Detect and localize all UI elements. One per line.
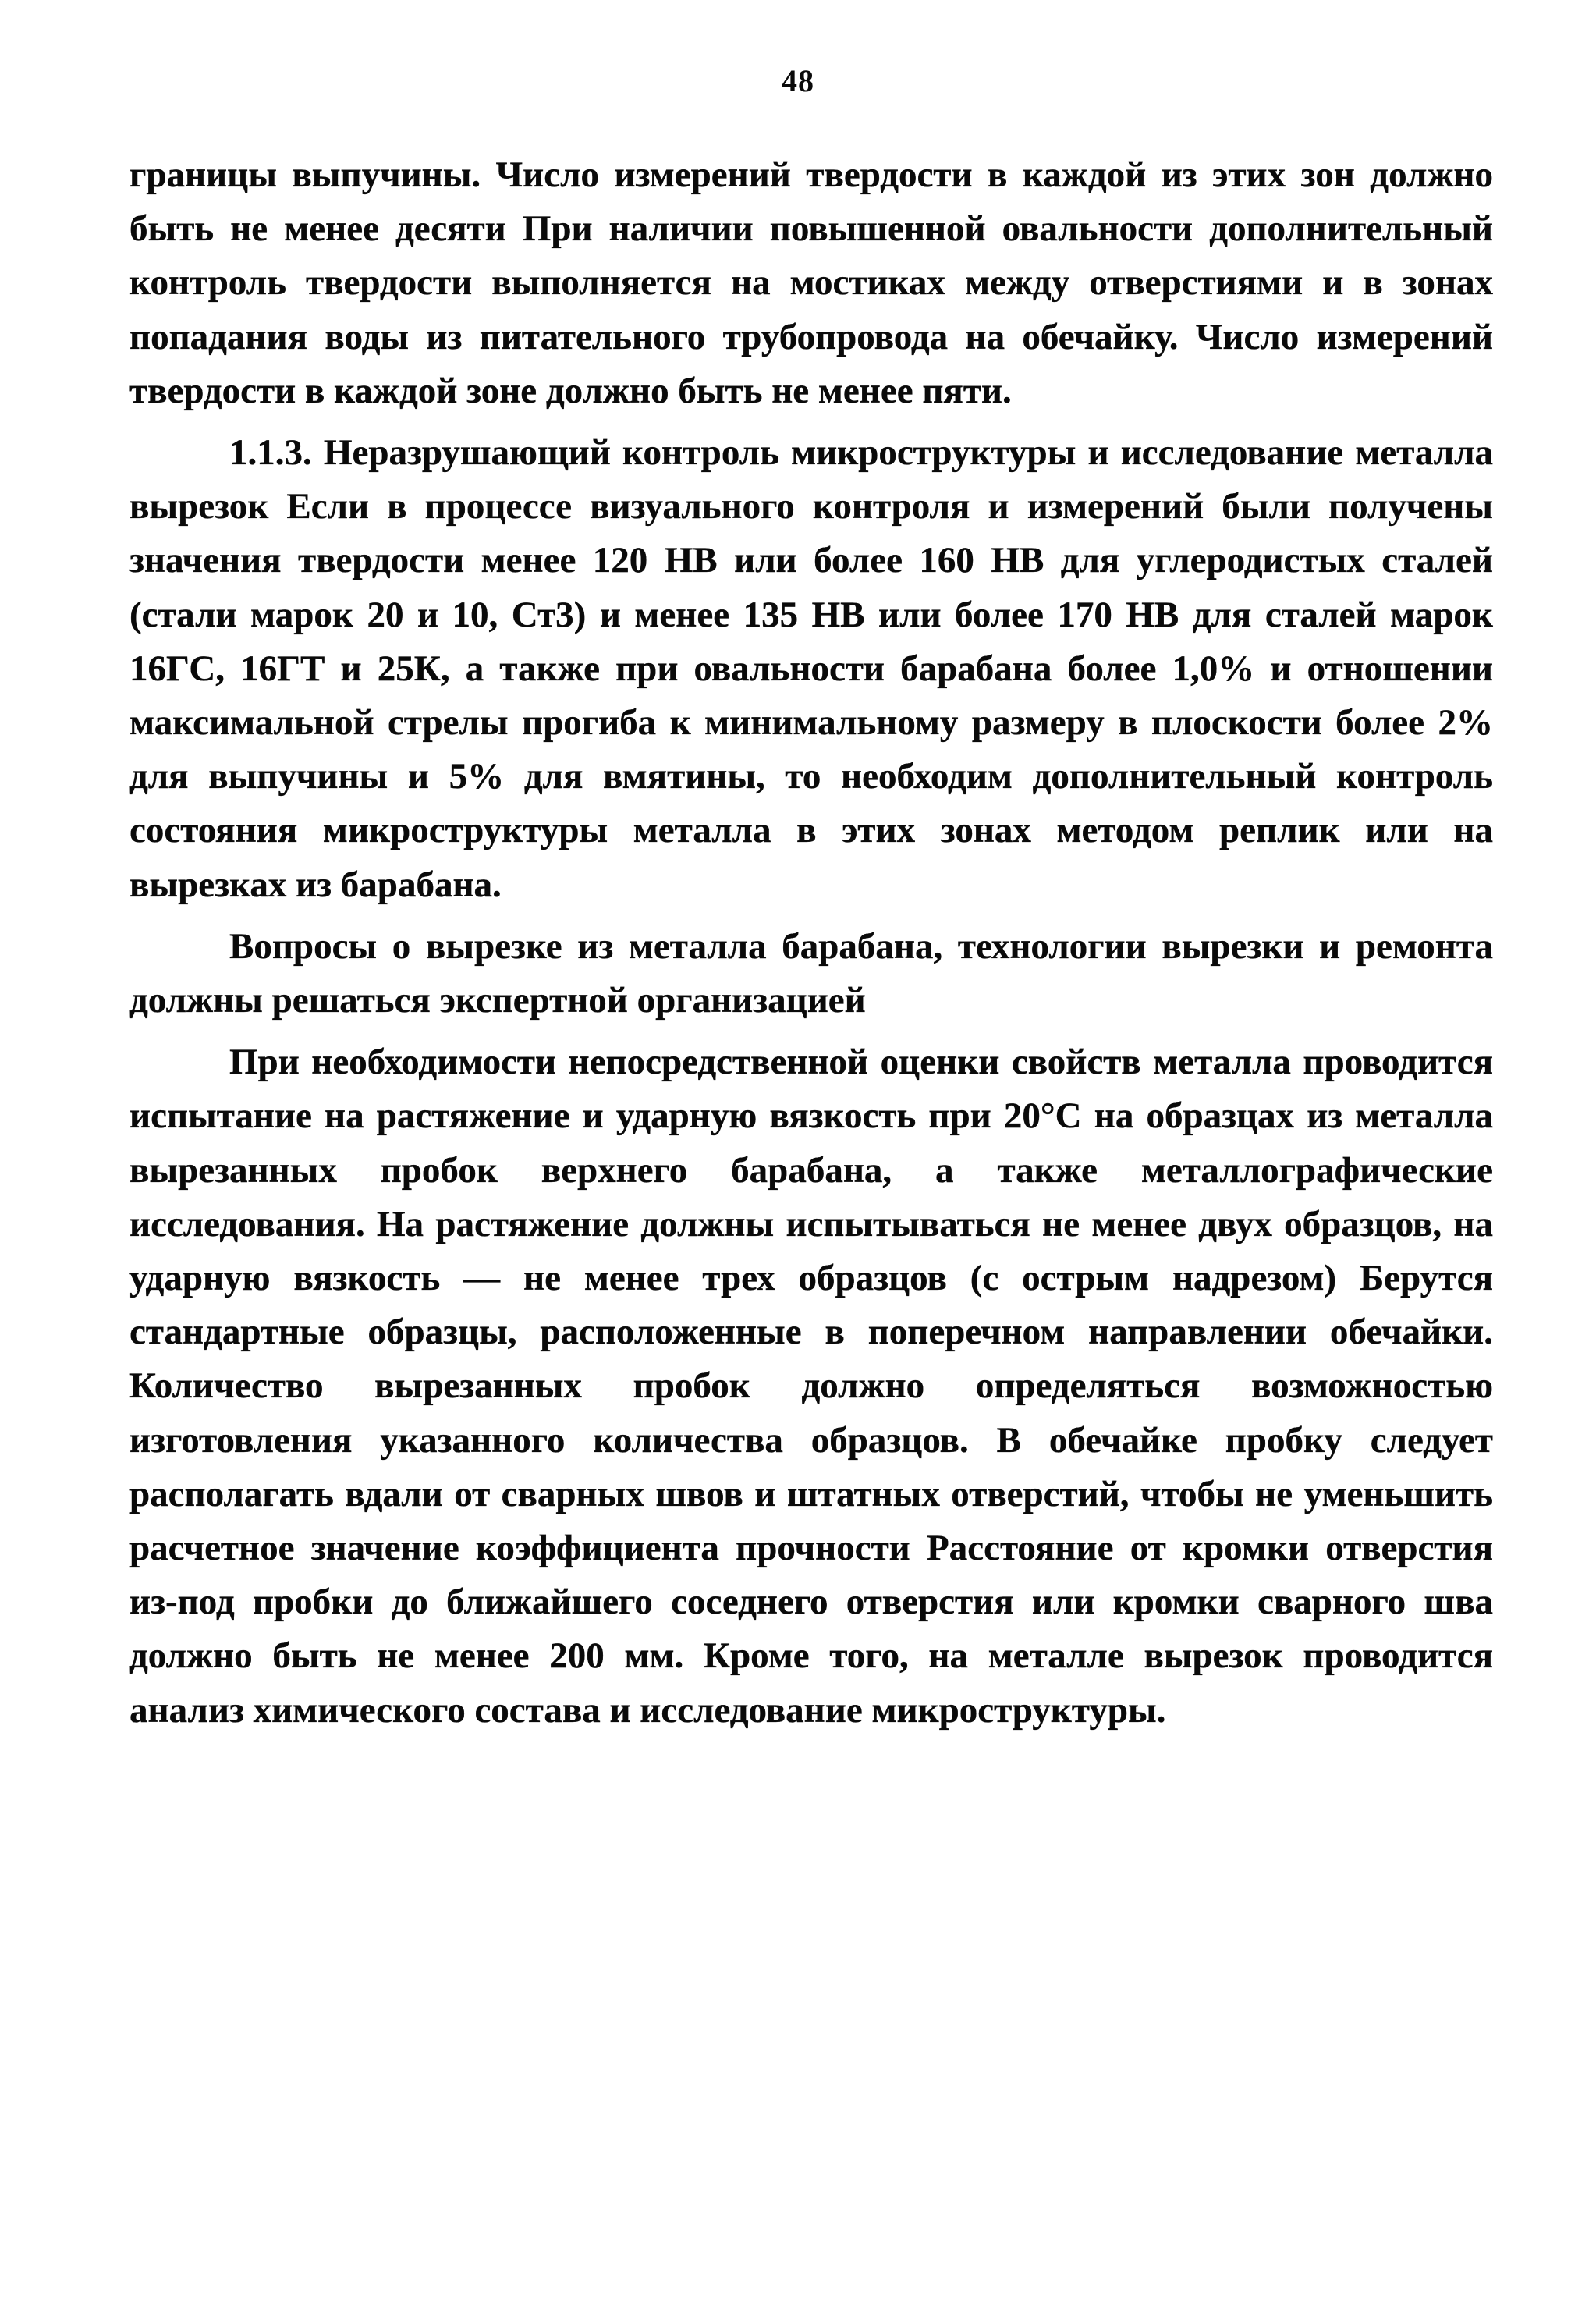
document-body (129, 148, 1493, 1738)
paragraph-cutout-questions: Вопросы о вырезке из металла барабана, технологии вырезки и ремонта должны решаться экспертной организацией (129, 925, 1493, 1021)
paragraph-mechanical-testing: При необходимости непосредственной оценки свойств металла проводится испытание на растяжение и ударную вязкость при 20°С на образцах из металла вырезанных пробок верхнего барабана, а также металлографические исследования. На растяжение должны испытываться не менее двух образцов, на ударную вязкость — не менее трех образцов (с острым надрезом) Берутся стандартные образцы, расположенные в поперечном направлении обечайки. Количество вырезанных пробок должно определяться возможностью изготовления указанного количества образцов. В обечайке пробку следует располагать вдали от сварных швов и штатных отверстий, чтобы не уменьшить расчетное значение коэффициента прочности Расстояние от кромки отверстия из-под пробки до ближайшего соседнего отверстия или кромки сварного шва должно быть не менее 200 мм. Кроме того, на металле вырезок проводится анализ химического состава и исследование микроструктуры. (129, 1042, 1493, 1731)
paragraph-hardness-zones: границы выпучины. Число измерений твердости в каждой из этих зон должно быть не менее десяти При наличии повышенной овальности дополнительный контроль твердости выполняется на мостиках между отверстиями и в зонах попадания воды из питательного трубопровода на обечайку. Число измерений твердости в каждой зоне должно быть не менее пяти. (129, 154, 1493, 411)
paragraph-microstructure-control: 1.1.3. Неразрушающий контроль микроструктуры и исследование металла вырезок Если в процессе визуального контроля и измерений были получены значения твердости менее 120 НВ или более 160 НВ для углеродистых сталей (стали марок 20 и 10, Ст3) и менее 135 НВ или более 170 НВ для сталей марок 16ГС, 16ГТ и 25К, а также при овальности барабана более 1,0% и отношении максимальной стрелы прогиба к минимальному размеру в плоскости более 2% для выпучины и 5% для вмятины, то необходим дополнительный контроль состояния микроструктуры металла в этих зонах методом реплик или на вырезках из барабана. (129, 432, 1493, 905)
page-number: 48 (782, 63, 814, 98)
